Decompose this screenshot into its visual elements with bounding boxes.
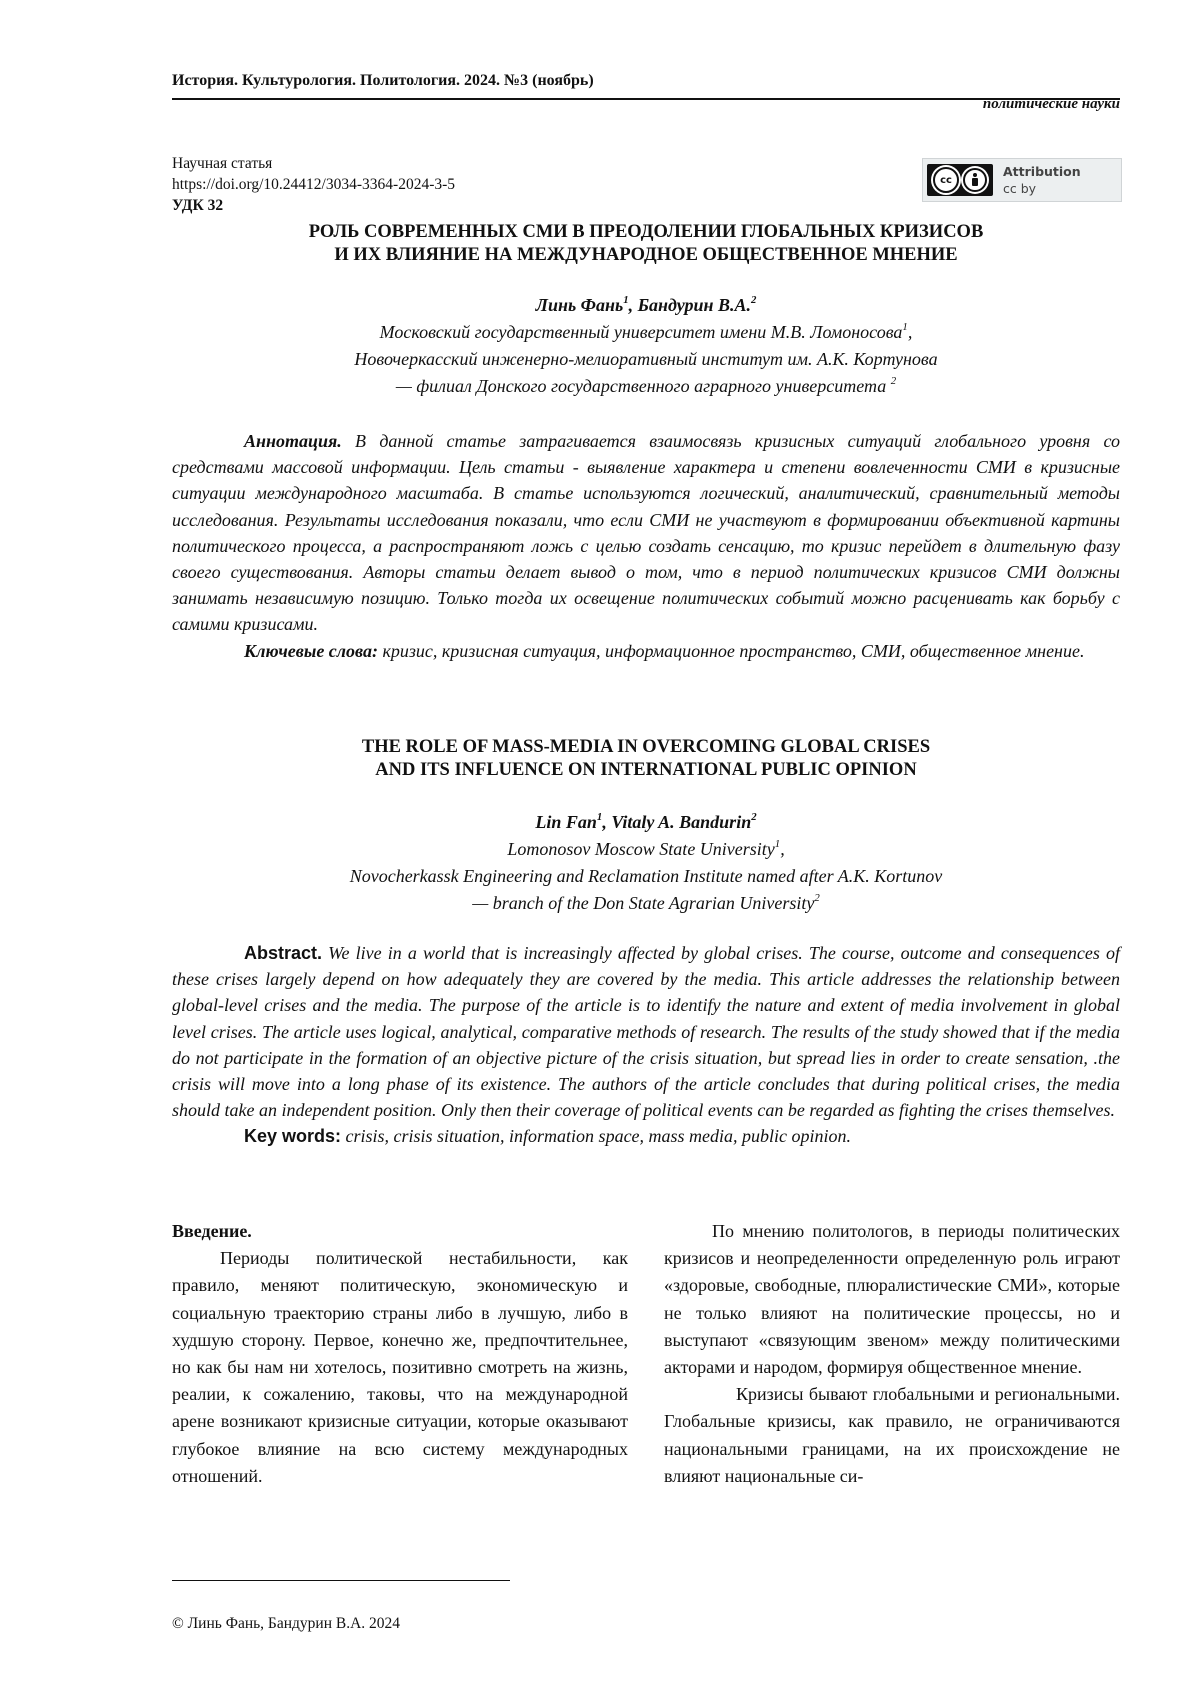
attribution-person-icon bbox=[963, 168, 987, 192]
abstract-ru-label: Аннотация. bbox=[244, 431, 342, 451]
keywords-ru-text: кризис, кризисная ситуация, информационное пространство, СМИ, общественное мнение. bbox=[377, 640, 1085, 661]
affiliation-3-ru bbox=[172, 373, 1120, 400]
intro-heading: Введение. bbox=[172, 1221, 252, 1241]
body-paragraph: Кризисы бывают глобальными и региональными. Глобальные кризисы, как правило, не ограничиваются национальными границами, на их происхождение не влияют национальные си- bbox=[664, 1384, 1120, 1486]
keywords-en-paragraph bbox=[172, 1123, 1120, 1149]
title-ru bbox=[172, 221, 1120, 267]
affiliation-1-ru-sup: 1 bbox=[902, 320, 908, 333]
affiliation-1-en-tail: , bbox=[780, 839, 785, 859]
affiliation-1-en bbox=[172, 836, 1120, 863]
article-meta bbox=[172, 153, 455, 216]
title-en-line1: THE ROLE OF MASS-MEDIA IN OVERCOMING GLOBAL CRISES bbox=[361, 737, 931, 757]
keywords-ru-label: Ключевые слова: bbox=[244, 640, 378, 661]
body-column-left bbox=[172, 1218, 628, 1490]
author-2-en-sup: 2 bbox=[751, 810, 757, 823]
author-1-en-sup: 1 bbox=[596, 810, 603, 823]
body-paragraph: Периоды политической нестабильности, как правило, меняют политическую, экономическую и социальную траекторию страны либо в лучшую, либо в худшую сторону. Первое, конечно же, предпочтительнее, но как бы нам ни хотелось, позитивно смотреть на жизнь, реалии, к сожалению, таковы, что на международной арене возникают кризисные ситуации, которые оказывают глубокое влияние на всю систему международных отношений. bbox=[172, 1248, 628, 1486]
author-2-ru: Бандурин В.А. bbox=[637, 295, 751, 315]
license-text bbox=[1003, 163, 1081, 197]
license-line2: cc by bbox=[1003, 181, 1037, 196]
license-line1: Attribution bbox=[1003, 164, 1081, 179]
article-type: Научная статья bbox=[172, 155, 273, 172]
keywords-ru-paragraph bbox=[172, 638, 1120, 664]
author-2-en: Vitaly A. Bandurin bbox=[611, 812, 752, 832]
cc-logo bbox=[927, 164, 993, 196]
keywords-en-text: crisis, crisis situation, information space, mass media, public opinion. bbox=[341, 1126, 852, 1147]
affiliation-1-ru-text: Московский государственный университет имени М.В. Ломоносова bbox=[379, 322, 903, 342]
section-label: политические науки bbox=[982, 96, 1120, 112]
authors-en bbox=[172, 809, 1120, 917]
author-1-en: Lin Fan bbox=[535, 812, 597, 832]
author-2-ru-sup: 2 bbox=[751, 293, 757, 306]
affiliation-2-en: Novocherkassk Engineering and Reclamation Institute named after A.K. Kortunov bbox=[349, 866, 943, 886]
cc-icon: cc bbox=[933, 167, 959, 193]
abstract-ru-paragraph bbox=[172, 428, 1120, 638]
title-en bbox=[172, 736, 1120, 782]
abstract-en bbox=[172, 940, 1120, 1150]
affiliation-1-ru: Московский государственный университет имени М.В. Ломоносова$^1$, bbox=[379, 320, 913, 342]
abstract-en-text: We live in a world that is increasingly affected by global crises. The course, outcome and consequences of these crises largely depend on how adequately they are covered by the media. This article addresses the relationship between global-level crises and the media. The purpose of the article is to identify the nature and extent of media involvement in global level crises. The article uses logical, analytical, comparative methods of research. The results of the study showed that if the media do not participate in the formation of an objective picture of the crisis situation, but spread lies in order to create sensation, .the crisis will move into a long phase of its existence. The authors of the article concludes that during political crises, the media should take an independent position. Only then their coverage of political events can be regarded as fighting the crises themselves. bbox=[172, 943, 1120, 1121]
by-group bbox=[963, 168, 987, 192]
affiliation-3-ru-sup: 2 bbox=[890, 374, 897, 387]
cc-by-license-badge[interactable] bbox=[922, 158, 1122, 202]
abstract-en-paragraph bbox=[172, 940, 1120, 1123]
journal-header: История. Культурология. Политология. 2024. №3 (ноябрь) bbox=[172, 72, 594, 89]
affiliation-3-en-sup: 2 bbox=[814, 891, 820, 904]
title-en-line2: AND ITS INFLUENCE ON INTERNATIONAL PUBLIC OPINION bbox=[375, 760, 917, 780]
author-sep-en: , bbox=[602, 812, 612, 832]
author-sep-ru: , bbox=[628, 295, 638, 315]
header-rule bbox=[172, 98, 1120, 100]
body-column-right bbox=[664, 1218, 1120, 1490]
affiliation-3-ru-text: — филиал Донского государственного аграрного университета bbox=[395, 376, 891, 396]
keywords-en-label: Key words: bbox=[244, 1126, 342, 1147]
abstract-ru bbox=[172, 428, 1120, 664]
author-names-en bbox=[172, 809, 1120, 836]
author-names-ru bbox=[172, 292, 1120, 319]
authors-ru bbox=[172, 292, 1120, 400]
copyright-notice: © Линь Фань, Бандурин В.А. 2024 bbox=[172, 1615, 401, 1632]
udk-code: УДК 32 bbox=[172, 197, 224, 214]
affiliation-2-ru: Новочеркасский инженерно-мелиоративный институт им. А.К. Кортунова bbox=[354, 349, 938, 369]
affiliation-1-en-text: Lomonosov Moscow State University bbox=[507, 839, 775, 859]
footnote-rule bbox=[172, 1580, 510, 1581]
abstract-ru-text: В данной статье затрагивается взаимосвязь кризисных ситуаций глобального уровня со средствами массовой информации. Цель статьи - выявление характера и степени вовлеченности СМИ в кризисные ситуации международного масштаба. В статье используются логический, аналитический, сравнительный методы исследования. Результаты исследования показали, что если СМИ не участвуют в формировании объективной картины политического процесса, а распространяют ложь с целью создать сенсацию, то кризис перейдет в длительную фазу своего существования. Авторы статьи делает вывод о том, что в период политических кризисов СМИ должны занимать независимую позицию. Только тогда их освещение политических событий можно расценивать как борьбу с самими кризисами. bbox=[172, 431, 1120, 635]
body-paragraph: По мнению политологов, в периоды политических кризисов и неопределенности определенную роль играют «здоровые, свободные, плюралистические СМИ», которые не только влияют на политические процессы, но и выступают «связующим звеном» между политическими акторами и народом, формируя общественное мнение. bbox=[664, 1221, 1120, 1378]
affiliation-3-en bbox=[172, 890, 1120, 917]
author-1-ru-sup: 1 bbox=[623, 293, 629, 306]
author-1-ru: Линь Фань bbox=[535, 295, 624, 315]
title-ru-line2: И ИХ ВЛИЯНИЕ НА МЕЖДУНАРОДНОЕ ОБЩЕСТВЕННОЕ МНЕНИЕ bbox=[334, 245, 958, 265]
title-ru-line1: РОЛЬ СОВРЕМЕННЫХ СМИ В ПРЕОДОЛЕНИИ ГЛОБАЛЬНЫХ КРИЗИСОВ bbox=[308, 222, 984, 242]
affiliation-3-en-text: — branch of the Don State Agrarian University bbox=[472, 893, 815, 913]
article-page bbox=[172, 0, 1120, 1697]
doi-link[interactable]: https://doi.org/10.24412/3034-3364-2024-3-5 bbox=[172, 176, 456, 193]
affiliation-1-en-sup: 1 bbox=[774, 837, 781, 850]
abstract-en-label: Abstract. bbox=[244, 943, 323, 963]
